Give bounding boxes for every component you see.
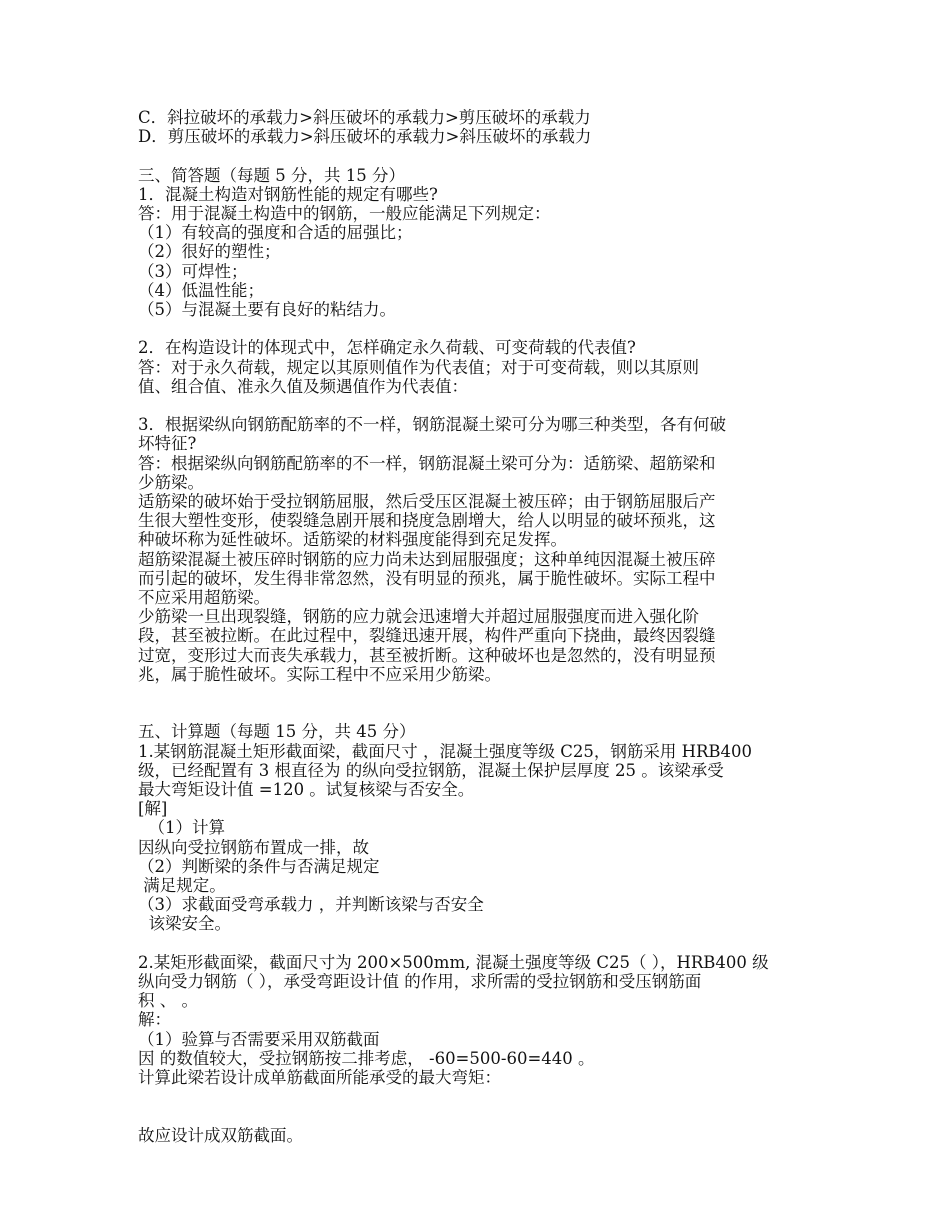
calc-question-2-line: 2.某矩形截面梁，截面尺寸为 200×500mm, 混凝土强度等级 C25（ ），HRB400 级 (138, 952, 769, 972)
document-page (138, 108, 808, 1145)
answer-3-line: 过宽，变形过大而丧失承载力，甚至被折断。这种破坏也是忽然的，没有明显预 (138, 645, 716, 665)
calc-solution-2-line: （1）验算与否需要采用双筋截面 (138, 1029, 380, 1049)
answer-3-line: 不应采用超筋梁。 (138, 588, 270, 608)
spacer (138, 396, 808, 415)
calc-solution-1-line: 因纵向受拉钢筋布置成一排，故 (138, 837, 369, 857)
calc-solution-1-line: （3）求截面受弯承载力 ，并判断该梁与否安全 (138, 895, 484, 915)
calc-question-1-line: 最大弯矩设计值 =120 。试复核梁与否安全。 (138, 780, 475, 800)
answer-3-line: 兆，属于脆性破坏。实际工程中不应采用少筋梁。 (138, 664, 501, 684)
calc-solution-1-line: （2）判断梁的条件与否满足规定 (138, 856, 380, 876)
calc-solution-2-line: 因 的数值较大，受拉钢筋按二排考虑， -60=500-60=440 。 (138, 1048, 595, 1068)
answer-3-line: 种破坏称为延性破坏。适筋梁的材料强度能得到充足发挥。 (138, 530, 567, 550)
spacer (138, 1087, 808, 1125)
answer-1-item: （3）可焊性； (138, 261, 248, 281)
calc-solution-2-line: 解： (138, 1010, 171, 1030)
spacer (138, 319, 808, 338)
spacer (138, 684, 808, 722)
question-3-line: 坏特征? (138, 434, 197, 454)
question-1: 1．混凝土构造对钢筋性能的规定有哪些? (138, 184, 438, 204)
calc-question-1-line: 1.某钢筋混凝土矩形截面梁，截面尺寸 ，混凝土强度等级 C25，钢筋采用 HRB400 (138, 741, 753, 761)
calc-solution-1-line: 满足规定。 (138, 876, 226, 896)
question-2: 2．在构造设计的体现式中，怎样确定永久荷载、可变荷载的代表值? (138, 338, 636, 358)
spacer (138, 934, 808, 953)
calc-question-2-line: 积 、 。 (138, 991, 198, 1011)
spacer (138, 146, 808, 165)
answer-2-line: 值、组合值、准永久值及频遇值作为代表值： (138, 376, 468, 396)
answer-1-item: （4）低温性能； (138, 280, 264, 300)
answer-3-line: 少筋梁。 (138, 472, 204, 492)
question-3-line: 3．根据梁纵向钢筋配筋率的不一样，钢筋混凝土梁可分为哪三种类型，各有何破 (138, 415, 726, 435)
answer-3-line: 段，甚至被拉断。在此过程中，裂缝迅速开展，构件严重向下挠曲，最终因裂缝 (138, 626, 716, 646)
calc-solution-1-line: 该梁安全。 (138, 914, 231, 934)
option-d: D．剪压破坏的承载力>斜压破坏的承载力>斜压破坏的承载力 (138, 127, 592, 147)
answer-1-item: （5）与混凝土要有良好的粘结力。 (138, 300, 396, 320)
calc-solution-2-line: 计算此梁若设计成单筋截面所能承受的最大弯矩： (138, 1068, 501, 1088)
section-heading-calculation: 五、计算题（每题 15 分，共 45 分） (138, 722, 416, 742)
calc-question-2-line: 纵向受力钢筋（ ），承受弯距设计值 的作用，求所需的受拉钢筋和受压钢筋面 (138, 972, 702, 992)
answer-2-line: 答：对于永久荷载，规定以其原则值作为代表值；对于可变荷载，则以其原则 (138, 357, 699, 377)
option-c: C．斜拉破坏的承载力>斜压破坏的承载力>剪压破坏的承载力 (138, 108, 591, 127)
calc-solution-1-line: [解] (138, 799, 168, 819)
calc-question-1-line: 级，已经配置有 3 根直径为 的纵向受拉钢筋，混凝土保护层厚度 25 。该梁承受 (138, 760, 724, 780)
answer-1-item: （1）有较高的强度和合适的屈强比； (138, 223, 413, 243)
section-heading-short-answer: 三、简答题（每题 5 分，共 15 分） (138, 165, 405, 185)
calc-solution-1-line: （1）计算 (138, 818, 225, 838)
answer-3-line: 而引起的破坏，发生得非常忽然，没有明显的预兆，属于脆性破坏。实际工程中 (138, 568, 716, 588)
answer-3-line: 少筋梁一旦出现裂缝，钢筋的应力就会迅速增大并超过屈服强度而进入强化阶 (138, 607, 699, 627)
answer-3-line: 生很大塑性变形，使裂缝急剧开展和挠度急剧增大，给人以明显的破坏预兆，这 (138, 511, 716, 531)
calc-conclusion-2: 故应设计成双筋截面。 (138, 1125, 303, 1145)
answer-3-line: 适筋梁的破坏始于受拉钢筋屈服，然后受压区混凝土被压碎；由于钢筋屈服后产 (138, 492, 716, 512)
answer-1-intro: 答：用于混凝土构造中的钢筋，一般应能满足下列规定： (138, 204, 551, 223)
answer-3-line: 超筋梁混凝土被压碎时钢筋的应力尚未达到屈服强度；这种单纯因混凝土被压碎 (138, 549, 716, 569)
answer-1-item: （2）很好的塑性； (138, 242, 281, 262)
answer-3-line: 答：根据梁纵向钢筋配筋率的不一样，钢筋混凝土梁可分为：适筋梁、超筋梁和 (138, 453, 716, 473)
